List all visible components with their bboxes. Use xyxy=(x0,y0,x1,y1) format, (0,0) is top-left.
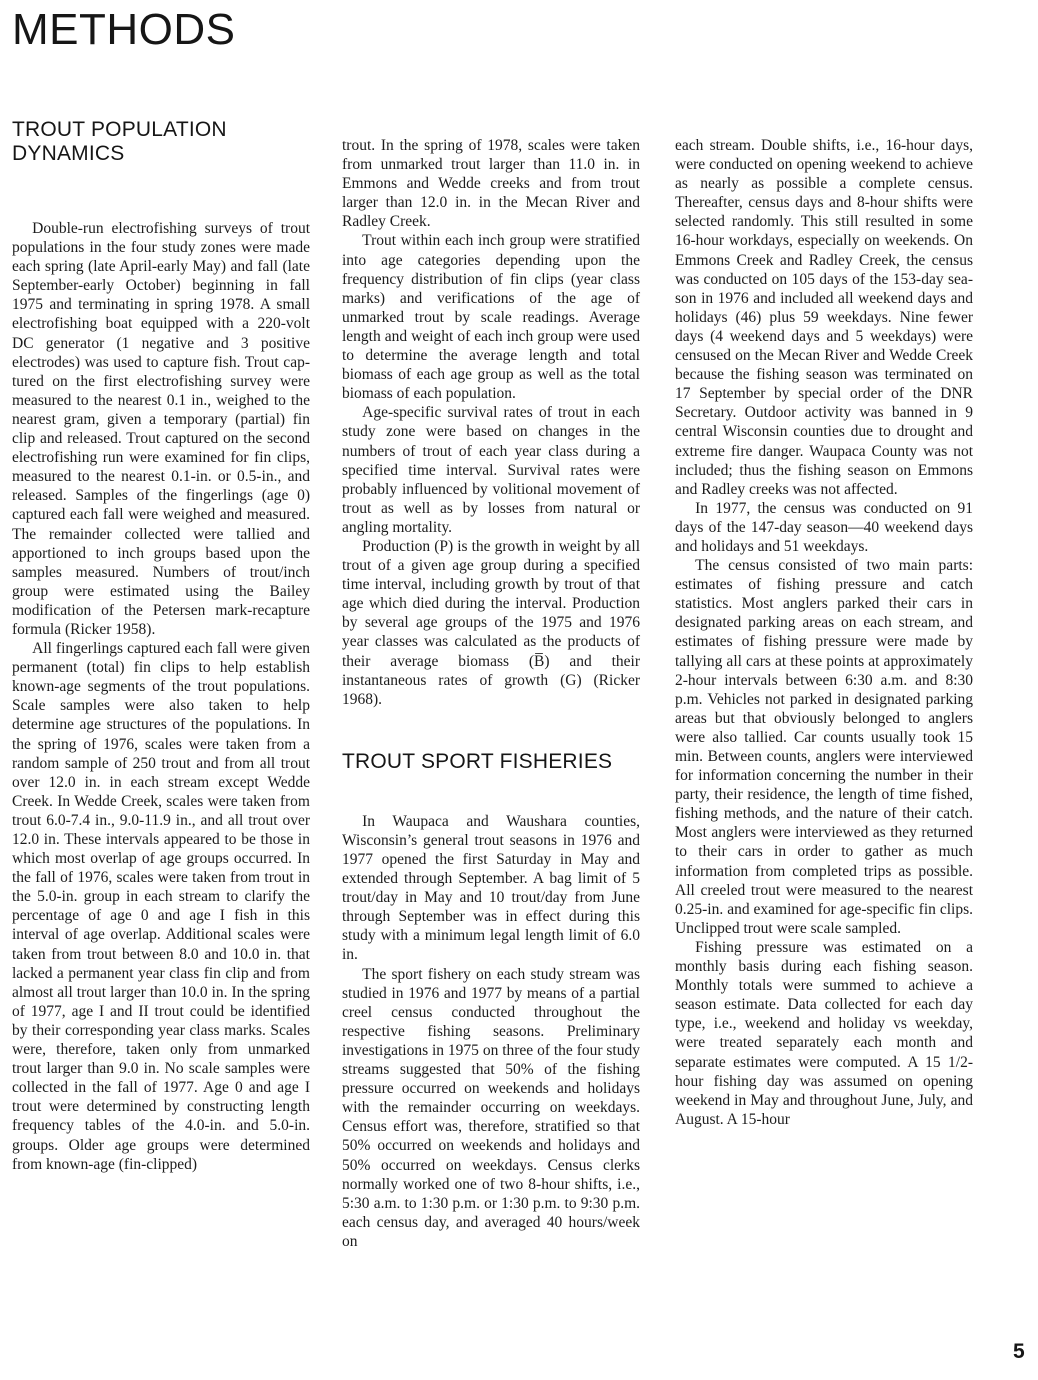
text-column-3 xyxy=(675,136,973,1129)
paragraph-fin-clips-continued: trout. In the spring of 1978, scales were taken from unmarked trout larger than 11.0 in. in Emmons and Wedde creeks and from trout larger than 12.0 in. in the Mecan River and Radley Creek. xyxy=(342,137,640,231)
text-column-1 xyxy=(12,118,310,1174)
paragraph-age-categories: Trout within each inch group were stratified into age categories depending upon the frequency distribution of fin clips (year class marks) and verifications of the age of unmarked trout by scale readings. Average length and weight of each inch group were used to determine the average length and total biomass of each age group as well as the total biomass of each population. xyxy=(342,232,640,403)
paragraph-1977-census: In 1977, the census was conducted on 91 days of the 147-day season—40 weekend days and holidays and 51 weekdays. xyxy=(675,499,973,555)
paragraph-creel-census-continued: each stream. Double shifts, i.e., 16-hour days, were conducted on opening weekend to achieve as nearly as possible a complete census. Thereafter, census days and 8-hour shifts were selected randomly. This still resulted in some 16-hour workdays, especially on weekends. On Emmons Creek and Radley Creek, the census was conducted on 105 days of the 153-day season in 1976 and included all weekend days and holidays (46) plus 59 weekdays. Nine fewer days (4 weekend days and 5 weekdays) were censused on the Mecan River and Wedde Creek because the fishing season was terminated on 17 September by special order of the DNR Secretary. Outdoor activity was banned in 9 central Wisconsin counties due to drought and extreme fire danger. Waupaca County was not included; thus the fishing season on Emmons and Radley creeks was not affected. xyxy=(675,137,973,498)
paragraph-survival-rates: Age-specific survival rates of trout in each study zone were based on changes in the numbers of trout of each year class during a specified time interval. Survival rates were probably influenced by volitional movement of trout as well as by losses from natural or angling mortality. xyxy=(342,404,640,536)
paragraph-fishing-pressure: Fishing pressure was estimated on a monthly basis during each fishing season. Monthly totals were summed to achieve a season estimate. Data collected for each day type, i.e., weekend and holiday vs weekday, were treated separately each month and separate estimates were computed. A 15 1/2-hour fishing day was assumed on opening weekend in May and throughout June, July, and August. A 15-hour xyxy=(675,938,973,1128)
heading-trout-population-dynamics: TROUT POPULATION DYNAMICS xyxy=(12,118,227,165)
paragraph-production: Production (P) is the growth in weight by all trout of a given age group during a specified time interval, including growth by trout of that age which died during the interval. Production by several age groups of the 1975 and 1976 year classes was calculated as the products of their average biomass (B̅) and their instantaneous rates of growth (G) (Ricker 1968). xyxy=(342,537,640,708)
paragraph-creel-census: The sport fishery on each study stream was studied in 1976 and 1977 by means of a partial creel census conducted throughout the respective fishing seasons. Preliminary investigations in 1975 on three of the four study streams suggested that 50% of the fishing pressure occurred on weekends and holidays with the remainder occurring on weekdays. Census effort was, therefore, stratified so that 50% occurred on weekends and holidays and 50% occurred on weekdays. Census clerks normally worked one of two 8-hour shifts, i.e., 5:30 a.m. to 1:30 p.m. or 1:30 p.m. to 9:30 p.m. each census day, and averaged 40 hours/week on xyxy=(342,965,640,1250)
heading-trout-sport-fisheries: TROUT SPORT FISHERIES xyxy=(342,749,613,773)
section-title: METHODS xyxy=(12,5,236,54)
paragraph-census-parts: The census consisted of two main parts: estimates of fishing pressure and catch statistics. Most anglers parked their cars in designated parking areas on each stream, and estimates of fishing pressure were made by tallying all cars at these points at approximately 2-hour intervals between 6:30 a.m. and 8:30 p.m. Vehicles not parked in designated parking areas but that obviously belonged to anglers were also tallied. Car counts usually took 15 min. Between counts, anglers were interviewed for information concerning the number in their party, their residence, the length of time fished, fishing methods, and the nature of their catch. Most anglers were interviewed as they returned to their cars in order to gather as much information from completed trips as possible. All creeled trout were measured to the nearest 0.25-in. and examined for age-specific fin clips. Unclipped trout were scale sampled. xyxy=(675,557,973,937)
paragraph-trout-seasons: In Waupaca and Waushara counties, Wisconsin’s general trout seasons in 1976 and 1977 opened the first Saturday in May and extended through September. A bag limit of 5 trout/day in May and 10 trout/day from June through September was in effect during this study with a minimum legal length limit of 6.0 in. xyxy=(342,812,640,964)
paragraph-electrofishing: Double-run electrofishing surveys of trout populations in the four study zones were made each spring (late April-early May) and fall (late September-early October) beginning in fall 1975 and terminating in spring 1978. A small electrofishing boat equipped with a 220-volt DC generator (1 negative and 3 positive electrodes) was used to capture fish. Trout captured on the first electrofishing survey were measured to the nearest 0.1 in., weighed to the nearest gram, given a temporary (partial) fin clip and released. Trout captured on the second electrofishing run were examined for fin clips, measured to the nearest 0.1-in. or 0.5-in., and released. Samples of the fingerlings (age 0) captured each fall were weighed and measured. The remainder collected were tallied and apportioned to inch groups based upon the samples measured. Numbers of trout/inch group were estimated using the Bailey modification of the Petersen mark-recapture formula (Ricker 1958). xyxy=(12,220,310,638)
paragraph-fin-clips: All fingerlings captured each fall were given permanent (total) fin clips to help establish known-age segments of the trout populations. Scale samples were also taken to help determine age structures of the populations. In the spring of 1976, scales were taken from a random sample of 250 trout and from all trout over 12.0 in. in each stream except Wedde Creek. In Wedde Creek, scales were taken from trout 6.0-7.4 in., 9.0-11.9 in., and all trout over 12.0 in. These intervals appeared to be those in which most overlap of age groups occurred. In the fall of 1976, scales were taken from trout in the 5.0-in. group in each stream to clarify the percentage of age 0 and age I fish in this interval of age overlap. Additional scales were taken from trout between 8.0 and 10.0 in. that lacked a permanent year class fin clip and from almost all trout larger than 10.0 in. In the spring of 1977, age I and II trout could be identified by their corresponding year class marks. Scales were, therefore, taken only from unmarked trout larger than 9.0 in. No scale samples were collected in the fall of 1977. Age 0 and age I trout were determined by constructing length frequency tables of the 4.0-in. and 5.0-in. groups. Older age groups were determined from known-age (fin-clipped) xyxy=(12,640,310,1173)
text-column-2 xyxy=(342,136,640,1251)
page-number: 5 xyxy=(1013,1340,1025,1363)
